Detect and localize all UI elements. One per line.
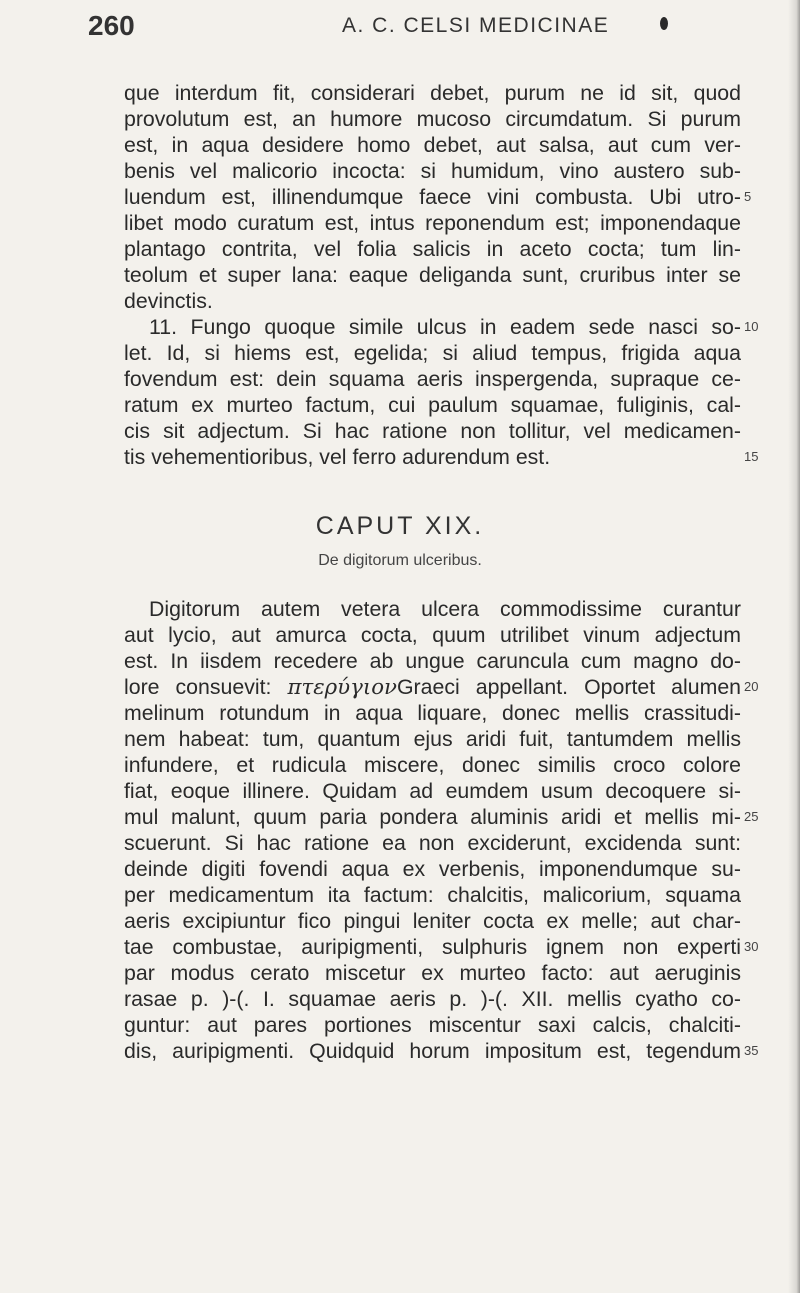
line-number: 35	[744, 1043, 759, 1058]
text-line: libet modo curatum est, intus reponendum est; imponendaque	[124, 211, 741, 235]
text-line: deinde digiti fovendi aqua ex verbenis, imponendumque su-	[124, 857, 741, 881]
text-line: let. Id, si hiems est, egelida; si aliud tempus, frigida aqua	[124, 341, 741, 365]
line-number: 20	[744, 679, 759, 694]
page-edge-shadow	[788, 0, 800, 1293]
text-line: plantago contrita, vel folia salicis in aceto cocta; tum lin-	[124, 237, 741, 261]
ink-blot-icon	[660, 17, 668, 30]
text-line: est, in aqua desidere homo debet, aut salsa, aut cum ver-	[124, 133, 741, 157]
chapter-title: CAPUT XIX.	[315, 512, 485, 540]
text-line: guntur: aut pares portiones miscentur saxi calcis, chalciti-	[124, 1013, 741, 1037]
chapter-subtitle: De digitorum ulceribus.	[318, 552, 482, 569]
text-line: fovendum est: dein squama aeris inspergenda, supraque ce-	[124, 367, 741, 391]
line-number: 10	[744, 319, 759, 334]
line-number: 15	[744, 449, 759, 464]
text-line: scuerunt. Si hac ratione ea non exciderunt, excidenda sunt:	[124, 831, 741, 855]
text-line: teolum et super lana: eaque deliganda sunt, cruribus inter se	[124, 263, 741, 287]
text-line: devinctis.	[124, 289, 213, 313]
text-line: aeris excipiuntur fico pingui leniter cocta ex melle; aut char-	[124, 909, 741, 933]
text-segment: Graeci appellant. Oportet alumen	[396, 675, 742, 699]
text-line: que interdum fit, considerari debet, purum ne id sit, quod	[124, 81, 741, 105]
text-line: 11. Fungo quoque simile ulcus in eadem sede nasci so-	[149, 315, 741, 339]
text-line: tis vehementioribus, vel ferro adurendum est.	[124, 445, 551, 469]
line-number: 5	[744, 189, 752, 204]
text-line: per medicamentum ita factum: chalcitis, malicorium, squama	[124, 883, 741, 907]
text-line: luendum est, illinendumque faece vini combusta. Ubi utro-	[124, 185, 741, 209]
text-line: ratum ex murteo factum, cui paulum squamae, fuliginis, cal-	[124, 393, 741, 417]
text-line: mul malunt, quum paria pondera aluminis aridi et mellis mi-	[124, 805, 741, 829]
text-line: est. In iisdem recedere ab ungue caruncula cum magno do-	[124, 649, 741, 673]
text-line: rasae p. )-(. I. squamae aeris p. )-(. XII. mellis cyatho co-	[124, 987, 741, 1011]
text-line: infundere, et rudicula miscere, donec similis croco colore	[124, 753, 741, 777]
text-line: benis vel malicorio incocta: si humidum, vino austero sub-	[124, 159, 741, 183]
text-line: nem habeat: tum, quantum ejus aridi fuit, tantumdem mellis	[124, 727, 741, 751]
text-segment: lore consuevit:	[124, 675, 288, 699]
text-line: aut lycio, aut amurca cocta, quum utrilibet vinum adjectum	[124, 623, 741, 647]
text-line: cis sit adjectum. Si hac ratione non tollitur, vel medicamen-	[124, 419, 741, 443]
running-head: A. C. CELSI MEDICINAE	[342, 14, 610, 37]
greek-word: πτερύγιον	[287, 675, 397, 700]
line-number: 30	[744, 939, 759, 954]
text-line: Digitorum autem vetera ulcera commodissime curantur	[149, 597, 741, 621]
text-line: dis, auripigmenti. Quidquid horum impositum est, tegendum	[124, 1039, 741, 1063]
page-number: 260	[88, 10, 135, 41]
text-line	[124, 674, 741, 700]
text-line: fiat, eoque illinere. Quidam ad eumdem usum decoquere si-	[124, 779, 741, 803]
line-number: 25	[744, 809, 759, 824]
text-line: melinum rotundum in aqua liquare, donec mellis crassitudi-	[124, 701, 741, 725]
text-line: par modus cerato miscetur ex murteo facto: aut aeruginis	[124, 961, 741, 985]
page-header	[0, 6, 800, 54]
text-line: provolutum est, an humore mucoso circumdatum. Si purum	[124, 107, 741, 131]
text-line: tae combustae, auripigmenti, sulphuris ignem non experti	[124, 935, 741, 959]
